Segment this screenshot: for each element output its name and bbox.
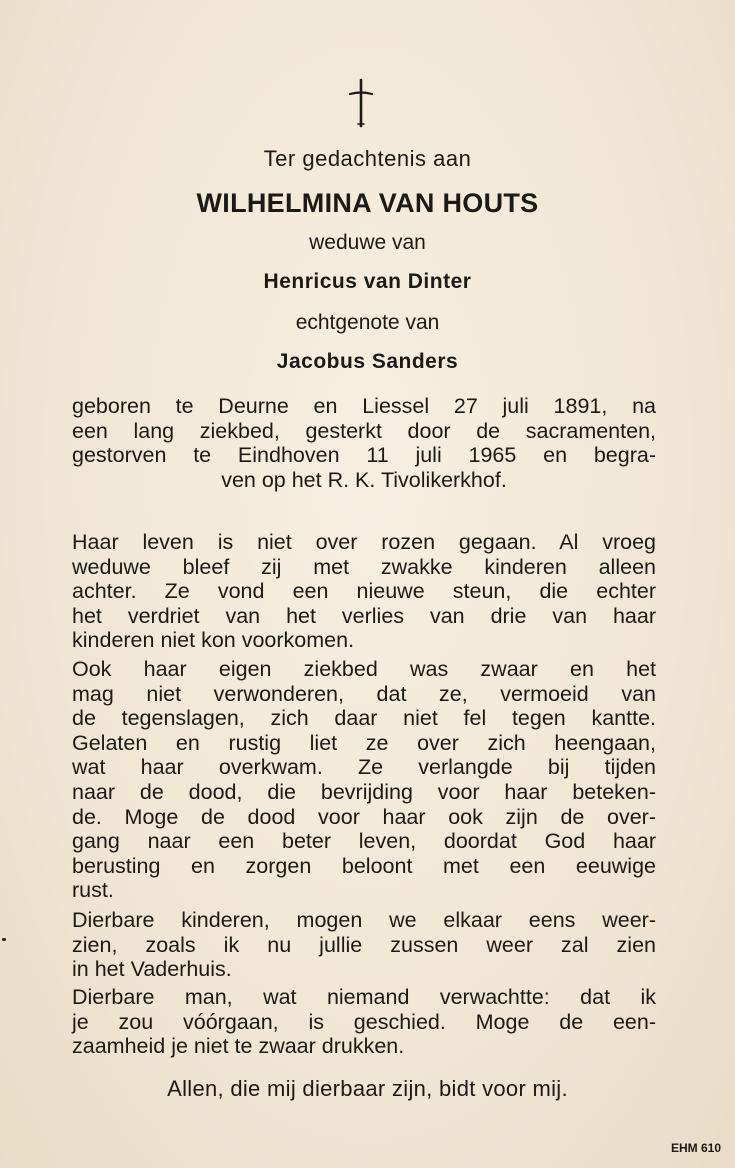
text-line: kinderen niet kon voorkomen. [72, 628, 355, 653]
text-line: zaamheid je niet te zwaar drukken. [72, 1034, 405, 1059]
second-husband-name: Jacobus Sanders [276, 350, 459, 373]
text-line: Ook haar eigen ziekbed was zwaar en het [72, 657, 656, 681]
text-line: achter. Ze vond een nieuwe steun, die echter [72, 579, 656, 604]
text-line: gang naar een beter leven, doordat God haar [72, 829, 656, 854]
text-line: je zou vóórgaan, is geschied. Moge de een- [72, 1009, 656, 1034]
text-line: berusting en zorgen beloont met een eeuwige [72, 853, 656, 878]
paragraph-children [72, 908, 656, 982]
text-line: de. Moge de dood voor haar ook zijn de over- [72, 804, 656, 829]
bio-line: gestorven te Eindhoven 11 juli 1965 en begra- [72, 443, 656, 468]
bio-line: ven op het R. K. Tivolikerkhof. [221, 467, 507, 492]
text-line: de tegenslagen, zich daar niet fel tegen kantte. [72, 706, 656, 731]
paragraph-husband [72, 985, 656, 1059]
relation-spouse-text: echtgenote van [295, 311, 440, 334]
intro-text: Ter gedachtenis aan [263, 146, 472, 171]
bio-line: geboren te Deurne en Liessel 27 juli 1891, na [72, 394, 656, 418]
paragraph-life [72, 530, 656, 653]
text-line: naar de dood, die bevrijding voor haar beteken- [72, 779, 656, 804]
paragraph-illness [72, 657, 656, 903]
text-line: weduwe bleef zij met zwakke kinderen alleen [72, 554, 656, 579]
cross-icon [344, 78, 378, 128]
text-line: mag niet verwonderen, dat ze, vermoeid van [72, 681, 656, 706]
bio-line: een lang ziekbed, gesterkt door de sacramenten, [72, 418, 656, 443]
text-line: Dierbare man, wat niemand verwachtte: dat ik [72, 985, 656, 1009]
text-line: wat haar overkwam. Ze verlangde bij tijden [72, 755, 656, 780]
text-line: Dierbare kinderen, mogen we elkaar eens weer- [72, 908, 656, 932]
text-line: in het Vaderhuis. [72, 957, 232, 982]
relation-widow-text: weduwe van [309, 231, 426, 254]
first-husband-name: Henricus van Dinter [263, 270, 472, 293]
print-speck [2, 938, 6, 941]
text-line: rust. [72, 878, 114, 903]
closing-prayer: Allen, die mij dierbaar zijn, bidt voor mij. [167, 1076, 568, 1101]
text-line: zien, zoals ik nu jullie zussen weer zal zien [72, 932, 656, 957]
text-line: het verdriet van het verlies van drie van haar [72, 603, 656, 628]
text-line: Haar leven is niet over rozen gegaan. Al vroeg [72, 530, 656, 554]
deceased-name: WILHELMINA VAN HOUTS [196, 188, 539, 218]
biography-paragraph [72, 394, 656, 492]
printer-code: EHM 610 [670, 1141, 721, 1155]
text-line: Gelaten en rustig liet ze over zich heengaan, [72, 730, 656, 755]
